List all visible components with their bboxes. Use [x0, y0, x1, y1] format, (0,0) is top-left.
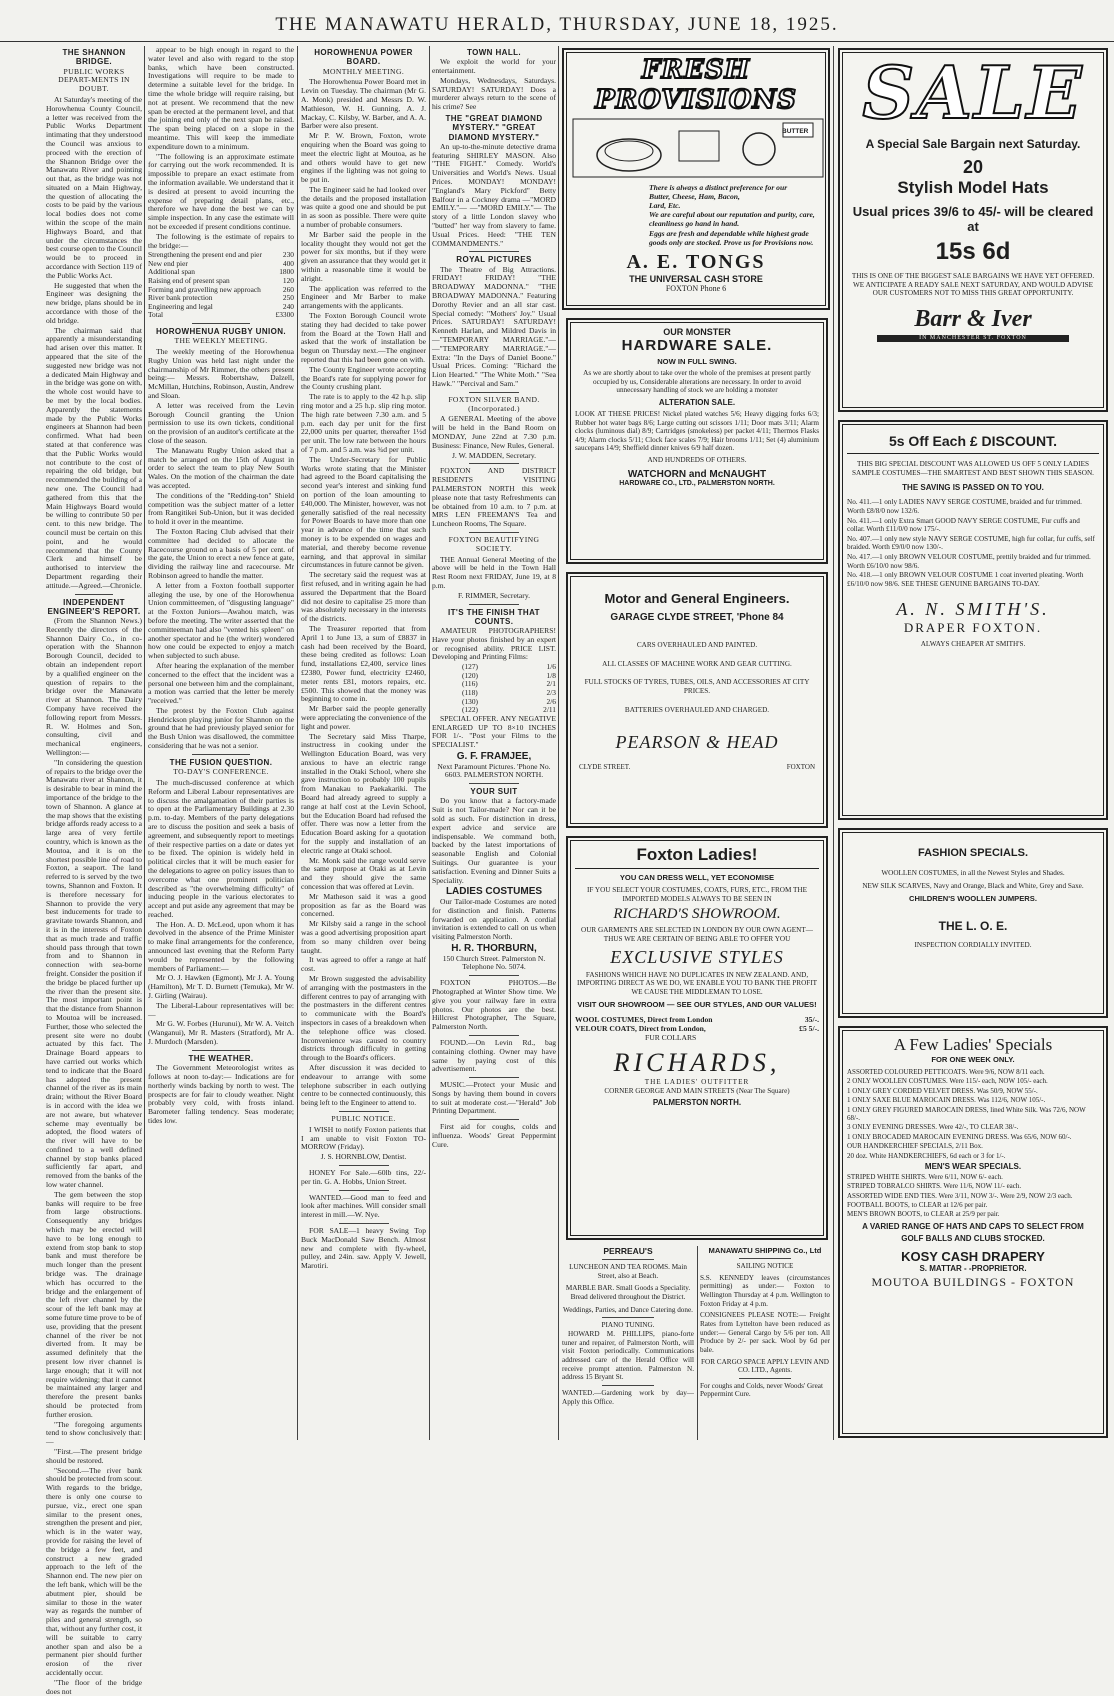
paragraph: It was agreed to offer a range at half cost. — [301, 955, 426, 974]
advertiser-town: PALMERSTON NORTH. — [652, 1097, 742, 1107]
paragraph: An up-to-the-minute detective drama featuring SHIRLEY MASON. Also "THE FIGHT." Comedy. World's Universities and World's News. Usual Prices. MONDAY! MONDAY! "England's Mary Pickford" Betty Balfour in a Cockney drama —"MORD EMILY."— —"MORD EMILY."— The story of a little London slavey who "butted" her way from slavery to fame. Usual Prices. Heed: "THE TEN COMMANDMENTS." — [432, 141, 556, 248]
paragraph: FOXTON AND DISTRICT RESIDENTS VISITING PALMERSTON NORTH this week please note that tasty Refreshments can be obtained from 10 a.m. to 7 p.m. at MRS LEN FREEMAN'S Tea and Luncheon Rooms, The Square. — [432, 466, 556, 529]
richards-showroom-ad — [566, 836, 828, 1240]
advertiser-address: Next Paramount Pictures. 'Phone No. 6603. PALMERSTON NORTH. — [437, 761, 551, 780]
paragraph: Mr G. W. Forbes (Hurunui), Mr W. A. Veitch (Wanganui), Mr R. Masters (Stratford), Mr A. J. Murdoch (Marsden). — [148, 1019, 294, 1047]
mens-wear-list — [847, 1173, 1099, 1219]
paragraph: A letter from a Foxton football supporter alleging the use, by one of the Horowhenua Union committeemen, of "disgusting language" at the Foxton Juniors—Awahou match, was before the meeting. The writer asserted that the committeeman had also "vented his spleen" on another spectator and he (the writer) wondered how one could be expected to enjoy a match when subjected to such abuse. — [148, 580, 294, 661]
estimate-row — [148, 303, 294, 312]
notice-heading: FOXTON BEAUTIFYING SOCIETY. — [448, 534, 540, 553]
estimate-value: 400 — [282, 258, 294, 268]
ad-text: BATTERIES OVERHAULED AND CHARGED. — [624, 705, 770, 714]
ad-text: CONSIGNEES PLEASE NOTE:— Freight Rates from Lyttelton have been reduced as under:— General Cargo by 5/6 per ton. All Produce by 2/- per sack. Wool by 6d per bale. — [700, 1311, 830, 1354]
ad-subheading: SAILING NOTICE — [736, 1262, 794, 1271]
paragraph: The Foxton Racing Club advised that their committee had decided to allocate the Racecourse ground on a basis of 5 per cent. of the gate, the Union to erect a new fence at gate, dividing the railway line and racecourse. Mr Robinson agreed to handle the matter. — [148, 526, 294, 580]
ad-text: S.S. KENNEDY leaves (circumstances permitting) as under:— Foxton to Wellington Thursday at 4 p.m. Wellington to Foxton Friday at 4 p.m. — [700, 1273, 830, 1308]
advertiser-name: G. F. FRAMJEE, — [456, 750, 532, 762]
classified-ad: HONEY For Sale.—60lb tins, 22/- per tin. G. A. Hobbs, Union Street. — [301, 1167, 426, 1186]
classified-ad: MUSIC.—Protect your Music and Songs by having them bound in covers to suit at moderate cost.—"Herald" Job Printing Department. — [432, 1080, 556, 1116]
paragraph: After hearing the explanation of the member concerned to the effect that the incident was a personal one between him and the complainant, a motion was carried that the letter be merely "received." — [148, 660, 294, 706]
estimate-item: Additional span — [148, 267, 196, 277]
article-heading: INDEPENDENT ENGINEER'S REPORT. — [47, 597, 141, 616]
estimate-item: New end pier — [148, 258, 188, 268]
provision-line: Butter, Cheese, Ham, Bacon, — [649, 192, 740, 202]
paragraph: Mr Kilsby said a range in the school was a good advertising proposition apart from so many children over being taught. — [301, 919, 426, 955]
paragraph: The secretary said the request was at first refused, and in writing again he had assured the Department that the Board did not desire to capitalise 25 more than was absolutely necessary in the interests of the districts. — [301, 570, 426, 624]
ad-subheading: YOU CAN DRESS WELL, YET ECONOMISE — [619, 873, 775, 882]
advertiser-address: 150 Church Street. Palmerston N. Telephone No. 5074. — [442, 953, 546, 972]
divider — [339, 1190, 389, 1191]
article-subheading: THE WEEKLY MEETING. — [174, 336, 268, 346]
film-size: (127) — [462, 662, 479, 672]
column-rule — [697, 1246, 698, 1440]
paragraph: He suggested that when the Engineer was designing the new bridge, plans should be in accordance with those of the old bridge. — [46, 280, 142, 325]
store-address: FOXTON Phone 6 — [665, 283, 727, 293]
paragraph: The Treasurer reported that from April 1 to June 13, a sum of £8837 in cash had been received by the Board, these being credited as follows: Loan fund, installations £2,400, service lines £2380, Power fund, electricity £2460, meter rents £81, motors repairs, etc. £500. This showed that the money was beginning to come in. — [301, 623, 426, 704]
ad-subheading: NOW IN FULL SWING. — [657, 357, 737, 366]
paragraph: Mr. Monk said the range would serve the same purpose at Otaki as at Levin and they should give the same concession that was offered at Levin. — [301, 855, 426, 892]
classified-ad: FOXTON PHOTOS.—Be Photographed at Winter Show time. We give you your railway fare in extra photos. Our photos are the best. Hillcrest Photographer, The Square, Palmerston North. — [432, 978, 556, 1032]
film-price-table — [432, 663, 556, 714]
paragraph: Do you know that a factory-made Suit is not Tailor-made? Nor can it be sold as such. For distinction in dress, expert advice and service are indispensable. We command both, backed by the latest importations of seasonable English and Colonial Suitings. Our guarantee is your satisfaction. Evening and Dinner Suits a Speciality. — [432, 796, 556, 885]
article-heading: HOROWHENUA POWER BOARD. — [314, 48, 413, 67]
paragraph: The Theatre of Big Attractions. FRIDAY! FRIDAY! "THE BROADWAY MADONNA." "THE BROADWAY MADONNA." Featuring Dorothy Revier and an all star cast. Special comedy: "Mothers' Joy." Usual Prices. SATURDAY! SATURDAY! Kenneth Harlan, and Mildred Davis in —"TEMPORARY MARRIAGE."— —"TEMPORARY MARRIAGE."— Extra: "In the Days of Daniel Boone." Usual Prices. Coming: "Richard the Lion Hearted." "The White Moth." "Sea Hawk." "Percival and Sam." — [432, 264, 556, 389]
column-rule — [297, 46, 298, 1440]
loe-fashion-ad — [838, 828, 1108, 1018]
mens-wear-item: STRIPED TOBRALCO SHIRTS. Were 11/6, NOW 11/- each. — [847, 1182, 1022, 1191]
ad-subheading: A VARIED RANGE OF HATS AND CAPS TO SELECT FROM — [862, 1221, 1084, 1231]
film-size: (116) — [462, 679, 478, 689]
film-size: (130) — [462, 696, 479, 706]
paragraph: THE Annual General Meeting of the above will be held in the Town Hall Rest Room next FRIDAY, June 19, at 8 p.m. — [432, 554, 556, 590]
divider — [192, 754, 250, 755]
perreaus-ad — [562, 1246, 694, 1436]
estimate-value: 1800 — [279, 267, 294, 277]
film-size: (122) — [462, 705, 479, 715]
ad-text: LUNCHEON AND TEA ROOMS. Main Street, also at Beach. — [569, 1263, 687, 1280]
ad-text: LOOK AT THESE PRICES! Nickel plated watches 5/6; Heavy digging forks 6/3; Rubber hot water bags 8/6; Large cutting out scissors 1/11; Door mats 3/11; Alarm clocks (luminous dial) 8/9; Cartridges (smokeless) per packet 4/11; Thermos Flasks 4/9; Alarm clocks 5/11; Clock face scales 7/9; Hair brooms 1/11; Set (4) aluminium saucepans 14/9; Sheffield dinner knives 6/9 half dozen. — [575, 409, 819, 453]
advertiser-street: CLYDE STREET. — [579, 763, 631, 772]
ad-subheading: Usual prices 39/6 to 45/- will be cleared at — [852, 204, 1094, 234]
ad-heading: THE "GREAT DIAMOND MYSTERY." "GREAT DIAMOND MYSTERY." — [445, 114, 543, 142]
paragraph: A GENERAL Meeting of the above will be held in the Band Room on MONDAY, June 22nd at 7.30 p.m. Business: Finance, New Rules, General. — [432, 414, 556, 450]
ad-text: CARS OVERHAULED AND PAINTED. — [636, 641, 758, 649]
column-2 — [148, 46, 294, 1440]
classified-ad: WANTED.—Gardening work by day—Apply this Office. — [562, 1388, 694, 1406]
mens-wear-item: STRIPED WHITE SHIRTS. Were 6/11, NOW 6/- each. — [847, 1172, 1003, 1181]
article-subheading: MONTHLY MEETING. — [322, 66, 405, 76]
paragraph: The Government Meteorologist writes as follows at noon to-day:— Indications are for northerly winds backing by north to west. The prospects are for fair to cloudy weather. Night probably very cold, with frosts inland. Barometer falling tendency. Seas moderate; tides low. — [148, 1063, 294, 1125]
store-tagline: THE UNIVERSAL CASH STORE — [629, 273, 763, 284]
film-price: 2/11 — [543, 705, 556, 715]
paragraph: The Hon. A. D. McLeod, upon whom it has devolved in the absence of the Prime Minister to make final arrangements for the conference, announced last evening that the Reform Party would be represented by the following members of Parliament:— — [148, 919, 294, 973]
price-item: VELOUR COATS, Direct from London, — [575, 1024, 706, 1034]
paragraph: The Foxton Borough Council wrote stating they had decided to take power from the Board at the Town Hall and asked that the work of installation be begun on Thursday next.—The engineer reported that this had been gone on with. — [301, 311, 426, 365]
divider — [602, 1317, 655, 1318]
advertiser-name: WATCHORN and McNAUGHT — [627, 468, 767, 480]
ad-subheading: VISIT OUR SHOWROOM — SEE OUR STYLES, AND OUR VALUES! — [577, 1000, 817, 1010]
divider — [469, 532, 519, 533]
divider — [339, 1165, 389, 1166]
divider — [192, 1050, 250, 1051]
fresh-provisions-text — [569, 183, 823, 247]
paragraph: SPECIAL OFFER. ANY NEGATIVE ENLARGED UP TO 8×10 INCHES FOR 1/-. "Post your Films to the SPECIALIST." — [432, 713, 556, 750]
barr-and-iver-sale-ad — [838, 48, 1108, 412]
paragraph: The County Engineer wrote accepting the Board's rate for supplying power for the County crushing plant. — [301, 364, 426, 392]
ad-heading: ROYAL PICTURES — [456, 255, 532, 265]
provision-line: Lard, Etc. — [649, 201, 681, 211]
divider — [739, 1258, 791, 1259]
notice-signature: J. S. HORNBLOW, Dentist. — [320, 1152, 407, 1162]
shop-illustration-icon — [569, 115, 827, 183]
ad-heading: A Special Sale Bargain next Saturday. — [865, 137, 1081, 151]
divider — [602, 1259, 655, 1260]
paragraph: After discussion it was decided to endeavour to arrange with some telephone subscriber in each outlying centre to be connected continuously, this being left to the Engineer to attend to. — [301, 1062, 426, 1108]
paragraph: "The foregoing arguments tend to show conclusively that:— — [46, 1419, 142, 1447]
ad-heading: A Few Ladies' Specials — [893, 1035, 1053, 1054]
article-heading: THE WEATHER. — [188, 1053, 254, 1063]
ad-subheading: FOR ONE WEEK ONLY. — [931, 1055, 1015, 1064]
ad-text: NEW SILK SCARVES, Navy and Orange, Black and White, Grey and Saxe. — [862, 881, 1084, 890]
ad-text: THIS IS ONE OF THE BIGGEST SALE BARGAINS WE HAVE YET OFFERED. WE ANTICIPATE A READY SALE NEXT SATURDAY, AND WOULD ADVISE OUR CUSTOMERS NOT TO MISS THIS GREAT OPPORTUNITY. — [851, 272, 1095, 298]
notice-heading: FOXTON SILVER BAND. (Incorporated.) — [448, 394, 540, 413]
advertiser-address: IN MANCHESTER ST. FOXTON — [877, 335, 1069, 342]
paragraph: Mr P. W. Brown, Foxton, wrote enquiring when the Board was going to meet the electric light at Moutoa, as he and others would have to get new engines if the lighting was not going to be put in. — [301, 131, 426, 185]
ad-heading: Motor and General Engineers. — [604, 591, 790, 606]
paragraph: The much-discussed conference at which Reform and Liberal Labour representatives are to discuss the amalgamation of their parties is to open at the Parliamentary Buildings at 2.30 p.m. to-day. Members of the party delegations are to discuss the position and seek a basis of agreement, and subsequently report to meetings of their respective parties on a date or dates yet to be fixed. The opinion is widely held in political circles that it will be much easier for the delegations to agree on policy issues than to overcome what one prominent politician described as "the overwhelming difficulty" of inducing people in the various electorates to accept and put aside any agreement that may be reached. — [148, 777, 294, 919]
ad-text: IF YOU SELECT YOUR COSTUMES, COATS, FURS, ETC., FROM THE IMPORTED MODELS ALWAYS TO BE SEEN IN — [586, 886, 808, 903]
divider — [75, 594, 113, 595]
advertiser-name: A. E. TONGS — [626, 250, 766, 273]
ad-subheading: ALTERATION SALE. — [658, 397, 736, 407]
advertiser-name: A. N. SMITH'S. — [896, 598, 1050, 619]
paragraph: The Horowhenua Power Board met in Levin on Tuesday. The chairman (Mr G. A. Monk) presided and Messrs D. W. Mathieson, W. H. Gunning, A. J. Mackay, C. Kilsby, W. Barber, and A. A. Barber were also present. — [301, 77, 426, 131]
paragraph: Mr Brown suggested the advisability of arranging with the postmasters in the different centres to pay of arranging with the postmasters in the different centres to communicate with the Board's inspectors in cases of a breakdown when the telephone office was closed. Inconvenience was caused to country districts through difficulty in getting through to the Board's officers. — [301, 974, 426, 1063]
notice-signature: J. W. MADDEN, Secretary. — [451, 450, 537, 460]
paragraph: At Saturday's meeting of the Horowhenua County Council, a letter was received from the Public Works Department intimating that they understood the Council was anxious to proceed with the erection of the Shannon Bridge over the Manawatu River and pointing out that, as the bridge was not situated on a Main Highway, the question of allocating the costs to be paid by the various local bodies does not come within the scope of the main Highways Board, and that under the circumstances the best course open to the Council would be to proceed in accordance with Section 119 of the Public Works Act. — [46, 94, 142, 280]
divider — [469, 1035, 519, 1036]
paragraph: appear to be high enough in regard to the water level and also with regard to the stop banks, which have been constructed. Investigations will require to be made to determine a suitable level for the bridge. In time the whole bridge will require raising, but not at present. We recommend that the new span be erected at the permanent level, and that the joining end only of the next span be raised. The span being placed on a slope in the meantime. This will keep the immediate expenditure down to a minimum. — [148, 45, 294, 151]
special-item: 20 doz. White HANDKERCHIEFS, 6d each or 3 for 1/-. — [847, 1151, 1006, 1160]
estimate-value: 240 — [282, 301, 294, 311]
column-4 — [432, 46, 556, 1440]
ad-text: MARBLE BAR. Small Goods a Speciality. Bread delivered throughout the District. — [565, 1284, 691, 1302]
ad-heading: EXCLUSIVE STYLES — [610, 946, 784, 967]
discount-item: No. 407.—1 only new style NAVY SERGE COSTUME, high fur collar, fur cuffs, self braided. Worth £9/0/0 now 130/-. — [847, 534, 1095, 552]
estimate-item: River bank protection — [148, 293, 213, 303]
provision-line: We are careful about our reputation and purity, care, cleanliness go hand in hand. — [649, 210, 815, 229]
mens-wear-item: MEN'S BROWN BOOTS, to CLEAR at 25/9 per pair. — [847, 1210, 1000, 1219]
ad-heading: OUR MONSTER — [663, 327, 731, 337]
mens-wear-item: FOOTBALL BOOTS, to CLEAR at 12/6 per pair. — [847, 1201, 988, 1210]
special-item: 1 ONLY BROCADED MAROCAIN EVENING DRESS. Was 65/6, NOW 60/-. — [847, 1132, 1072, 1141]
article-heading: HOROWHENUA RUGBY UNION. — [155, 326, 287, 336]
divider — [469, 1119, 519, 1120]
total-value: £3300 — [275, 310, 294, 320]
article-subheading: TO-DAY'S CONFERENCE. — [173, 767, 269, 777]
estimate-value: 230 — [282, 250, 294, 260]
divider — [469, 604, 519, 605]
kosy-cash-drapery-ad — [838, 1026, 1108, 1438]
advertiser-town: FOXTON — [786, 763, 815, 772]
ad-text: ALL CLASSES OF MACHINE WORK AND GEAR CUTTING. — [602, 659, 792, 668]
price-value: 35/-. — [804, 1015, 819, 1025]
column-rule — [558, 46, 559, 1440]
column-1 — [46, 46, 142, 1696]
ad-heading: Stylish Model Hats — [897, 178, 1049, 197]
advertiser-tagline: THE LADIES' OUTFITTER — [644, 1078, 750, 1087]
paragraph: Mr Barber said the people in the locality thought they would not get the power for six months, but if they were given an assurance that they would get it within a reasonable time it would be alright. — [301, 229, 426, 283]
advertiser-tagline: DRAPER FOXTON. — [903, 619, 1043, 635]
discount-item: No. 411.—1 only LADIES NAVY SERGE COSTUME, braided and fur trimmed. Worth £8/8/0 now 132/6. — [847, 498, 1082, 515]
paragraph: "The following is an approximate estimate for carrying out the work recommended. It is impossible to prepare an exact estimate from the information available. We understand that it is desired at present to avoid incurring the expense of preparing detail plans, etc., therefore we have done the best we can by simple inspection. In any case the estimate will not be exceeded if present conditions continue. — [148, 151, 294, 231]
film-price: 1/8 — [546, 670, 556, 680]
estimate-value: 250 — [282, 293, 294, 303]
ad-text: Weddings, Parties, and Dance Catering done. — [563, 1305, 693, 1314]
paragraph: The chairman said that apparently a misunderstanding had arisen over this matter. It appeared that the site of the suggested new bridge was not a dedicated Main Highway and in the bridge was gone on with, the whole cost would have to be met by the local bodies. Apparently the statements made by the Public Works engineers at Shannon had been confirmed. What had been stated at that conference was that the Public Works would not contribute to the cost of repairing the old bridge, but recommended the building of a new one. The Council had gathered from this that the Main Highways Board would be willing to contribute 50 per cent. to this new bridge. The council must be certain on this point, and he would recommend that the County Clerk and himself be authorised to interview the Department regarding their attitude.—Agreed.—Chronicle. — [46, 325, 142, 590]
film-price: 1/6 — [546, 662, 556, 672]
ad-text: FOR CARGO SPACE APPLY LEVIN AND CO. LTD., Agents. — [701, 1357, 829, 1375]
special-item: 2 ONLY WOOLLEN COSTUMES. Were 115/- each, NOW 105/- each. — [847, 1077, 1048, 1086]
estimate-value: 120 — [282, 276, 294, 286]
special-item: 1 ONLY SAXE BLUE MAROCAIN DRESS. Was 112/6, NOW 105/-. — [847, 1096, 1046, 1105]
estimate-total — [148, 311, 294, 320]
paragraph: The protest by the Foxton Club against Hendrickson playing junior for Shannon on the ground that he had previously played senior for the Bush Union was disallowed, the committee considering that he was not a senior. — [148, 705, 294, 751]
paragraph: Mr O. J. Hawken (Egmont), Mr J. A. Young (Hamilton), Mr T. D. Burnett (Temuka), Mr W. J. Girling (Wairau). — [148, 973, 294, 1001]
ad-heading: YOUR SUIT — [470, 787, 518, 797]
ad-subheading: GARAGE CLYDE STREET, 'Phone 84 — [610, 612, 784, 623]
divider — [469, 251, 519, 252]
ad-subheading: GOLF BALLS AND CLUBS STOCKED. — [901, 1233, 1045, 1243]
advertiser-name: H. R. THORBURN, — [451, 942, 537, 954]
column-rule — [429, 46, 430, 1440]
divider — [739, 1378, 791, 1379]
estimate-value: 260 — [282, 284, 294, 294]
ad-heading: PERREAU'S — [603, 1246, 653, 1256]
paragraph: We exploit the world for your entertainment. — [432, 57, 556, 76]
film-price: 2/1 — [546, 679, 556, 689]
ad-heading: LADIES COSTUMES — [445, 886, 543, 898]
ad-heading: PIANO TUNING. — [601, 1321, 655, 1330]
discount-item: No. 417.—1 only BROWN VELOUR COSTUME, prettily braided and fur trimmed. Worth £6/10/0 now 98/6. — [847, 553, 1091, 570]
divider — [339, 1111, 389, 1112]
shipping-ad — [700, 1246, 830, 1436]
sale-title: SALE — [862, 50, 1084, 135]
paragraph: "In considering the question of repairs to the bridge over the Manawatu river at Shannon, it is desirable to bear in mind the importance of the bridge to the town of Shannon. A glance at the map shows that the existing bridge affords ready access to a large area of very fertile country, which is known as the Moutoa, and it is on the shortest possible line of road to Foxton, a seaport. The land referred to is served by the two towns, Shannon and Foxton. It is therefore necessary for Shannon to provide the very best inducements for trade to gravitate towards Shannon, and it is in the interests of Foxton that as much trade and traffic should pass through that town from and to Shannon in connection with sea-borne freight. Consider the position if the bridge be placed further up the river than the present site. The most important point is that the distance from Shannon to Moutoa will be increased. Further, those who selected the present site were no doubt actuated by this fact. The Drainage Board appears to have carried out works which tend to indicate that the Board has adopted the present channel of the river as its main drain; without the River Board is in accord with the idea we are not aware, but whatever scheme may eventually be adopted, the flood waters of the river will have to be confined to a well defined channel by stop banks placed sufficiently far apart, and removed from the banks of the low water channel. — [46, 757, 142, 1190]
ad-heading: FASHION SPECIALS. — [917, 847, 1029, 859]
advertiser-proprietor: S. MATTAR - -PROPRIETOR. — [919, 1263, 1027, 1273]
film-price: 2/3 — [546, 688, 556, 698]
advertiser-address: HARDWARE CO., LTD., PALMERSTON NORTH. — [619, 479, 775, 487]
paragraph: The conditions of the "Redding-ton" Shield competition was the subject matter of a letter from Rangitikei Sub-Union, but it was decided to hold it over in the meantime. — [148, 490, 294, 527]
estimate-table — [148, 251, 294, 311]
estimate-item: Forming and gravelling new approach — [148, 284, 261, 294]
estimate-item: Strengthening the present end and pier — [148, 250, 262, 260]
hardware-sale-ad — [566, 318, 828, 564]
classified-ad: WANTED.—Good man to feed and look after machines. Will consider small interest in mill.—W. Nye. — [301, 1192, 426, 1220]
paragraph: The application was referred to the Engineer and Mr Barber to make arrangements with the applicants. — [301, 283, 426, 311]
classified-ad: FOUND.—On Levin Rd., bag containing clothing. Owner may have same by paying cost of this advertisement. — [432, 1037, 556, 1074]
divider — [339, 1223, 389, 1224]
smiths-discount-ad — [838, 420, 1108, 820]
film-size: (118) — [462, 688, 478, 698]
ad-heading: TOWN HALL. — [466, 48, 522, 57]
paragraph: Our Tailor-made Costumes are noted for distinction and finish. Patterns forwarded on application. A cordial invitation is extended to call on us when visiting Palmerston North. — [432, 896, 556, 942]
fresh-provisions-title: FRESH PROVISIONS — [595, 55, 797, 115]
divider — [469, 392, 519, 393]
divider — [469, 1077, 519, 1078]
paragraph: The Liberal-Labour representatives will be:— — [148, 1000, 294, 1019]
advertiser-name: THE L. O. E. — [938, 919, 1008, 934]
column-3 — [301, 46, 426, 1440]
paragraph: The Under-Secretary for Public Works wrote stating that the Minister had agreed to the Board capitalising the second year's interest and sinking fund on portion of the loan amounting to £40,000. The Minister, however, was not generally satisfied of the real necessity for Power Boards to have more than one year in advance of the time that such money is to be expended on wages and material, and thereby become revenue earning, and that approval in similar circumstances in future cannot be given. — [301, 454, 426, 570]
paragraph: The following is the estimate of repairs to the bridge:— — [148, 231, 294, 250]
divider — [192, 323, 250, 324]
advertiser-address: MOUTOA BUILDINGS - FOXTON — [871, 1274, 1075, 1289]
fresh-provisions-ad — [562, 48, 830, 310]
column-rule — [833, 46, 834, 1440]
paragraph: The Engineer said he had looked over the details and the proposed installation was quite a good one and should be put in as soon as possible. There were quite a number of probable consumers. — [301, 184, 426, 230]
article-heading: THE SHANNON BRIDGE. — [62, 48, 126, 67]
ad-text: INSPECTION CORDIALLY INVITED. — [914, 941, 1032, 950]
notice-heading: PUBLIC NOTICE. — [331, 1113, 396, 1123]
advertiser-slogan: ALWAYS CHEAPER AT SMITH'S. — [920, 639, 1026, 648]
ad-heading: HARDWARE SALE. — [621, 337, 773, 354]
ad-heading: IT'S THE FINISH THAT COUNTS. — [448, 607, 540, 626]
sale-price: 15s 6d — [935, 238, 1011, 265]
specials-list — [847, 1068, 1099, 1160]
special-item: 1 ONLY GREY CORDED VELVET DRESS. Was 50/9, NOW 55/-. — [847, 1086, 1038, 1095]
notice-text: I WISH to notify Foxton patients that I am unable to visit Foxton TO-MORROW (Friday). — [301, 1124, 426, 1152]
classified-ad: FOR SALE—1 heavy Swing Top Buck MacDonald Saw Bench. Almost new and complete with fly-wheel, pulley, and 24in. saw. Apply V. Jewell, Marotiri. — [301, 1225, 426, 1271]
discount-item: No. 411.—1 only Extra Smart GOOD NAVY SERGE COSTUME, Fur cuffs and collar. Worth £11/0/0 now 175/-. — [847, 516, 1080, 534]
paragraph: "Second.—The river bank should be protected from scour. With regards to the bridge, there is only one course to pursue, viz., erect one span similar to the present ones, strengthen the present and pier, which is in the water way, provide for raising the level of the bridge a few feet, and construct a new graded approach to the left of the Shannon end. The new pier on the left bank, which will be the abutment pier, should be similar to those in the water way as regards the number of piles and general strength, so that, without any further cost, it will be suitable to carry another span and also be a permanent pier should further erosion of the river accidentally occur. — [46, 1465, 142, 1677]
film-price: 2/6 — [546, 696, 556, 706]
estimate-item: Engineering and legal — [148, 301, 213, 311]
motor-engineers-ad — [566, 572, 828, 828]
provision-line: There is always a distinct preference for our — [649, 183, 788, 192]
ad-text: WOOLLEN COSTUMES, in all the Newest Styles and Shades. — [881, 869, 1065, 877]
price-item: WOOL COSTUMES, Direct from London — [575, 1015, 713, 1025]
notice-signature: F. RIMMER, Secretary. — [457, 590, 531, 600]
special-item: 1 ONLY GREY FIGURED MAROCAIN DRESS, lined White Silk. Was 72/6, NOW 68/-. — [847, 1105, 1086, 1122]
divider — [602, 1385, 655, 1386]
divider — [469, 975, 519, 976]
paragraph: Mondays, Wednesdays, Saturdays. SATURDAY! SATURDAY! Does a murderer always return to the scene of his crime? See — [432, 75, 556, 112]
price-item: FUR COLLARS — [645, 1033, 697, 1043]
article-subheading: PUBLIC WORKS DEPART-MENTS IN DOUBT. — [58, 66, 130, 94]
article-heading: THE FUSION QUESTION. — [169, 757, 273, 767]
paragraph: The weekly meeting of the Horowhenua Rugby Union was held last night under the chairmanship of Mr Rimmer, the others present being:— Messrs. Robertshaw, Dalzell, McMillan, Hutchins, Robinson, Austin, Andrew and Sloan. — [148, 347, 294, 400]
classified-ad: First aid for coughs, colds and influenza. Woods' Great Peppermint Cure. — [432, 1122, 556, 1149]
column-rule — [144, 46, 145, 1440]
paragraph: The gem between the stop banks will require to be free from large obstructions. Consequently any bridges which may be erected will have to be long enough to extend from stop bank to stop bank and must therefore be much longer than the present bridge was. The drainage which has occurred to the bridge and the enlargement of the left river channel by the scour of the left bank may at some future time prove to be of use, providing that the present channel of the river be not diverted from. It may be assumed definitely that the present low river channel is large enough; that it will not require widening; that it cannot be maintained any larger and therefore the present banks should be protected from further erosion. — [46, 1189, 142, 1419]
ad-text: OUR GARMENTS ARE SELECTED IN LONDON BY OUR OWN AGENT—THUS WE ARE CERTAIN OF BEING ABLE TO OFFER YOU — [581, 926, 813, 943]
paragraph: "The floor of the bridge does not — [46, 1677, 142, 1696]
total-label: Total — [148, 310, 164, 320]
advertiser-name: KOSY CASH DRAPERY — [901, 1248, 1045, 1264]
masthead: THE MANAWATU HERALD, THURSDAY, JUNE 18, 1925. — [0, 0, 1114, 42]
ad-heading: Foxton Ladies! — [575, 845, 819, 869]
ad-text: FULL STOCKS OF TYRES, TUBES, OILS, AND ACCESSORIES AT CITY PRICES. — [584, 678, 810, 695]
paragraph: (From the Shannon News.) Recently the directors of the Shannon Dairy Co., in co-operation with the Shannon Borough Council, decided to obtain an independent report by a qualified engineer on the question of repairs to the bridge over the Manawatu river at Shannon. The Dairy Company have received the following report from Messrs. R. W. Holmes and Son, consulting, civil and mechanical engineers, Wellington:— — [46, 616, 142, 758]
ad-subheading: MEN'S WEAR SPECIALS. — [924, 1161, 1022, 1171]
divider — [469, 783, 519, 784]
classified-ad: For coughs and Colds, never Woods' Great Peppermint Cure. — [700, 1381, 823, 1399]
paragraph: The Secretary said Miss Tharpe, instructress in cooking under the Wellington Education Board, was very anxious to have an electric range installed in the Otaki School, where she gave instruction to probably 100 pupils from Manakau to Paekakariki. The Board had already agreed to supply a range at half cost at the Levin School, but the Education Board had refused the offer. There was now a letter from the Education Board asking for a quotation for the supply and installation of an electric range at Otaki school. — [301, 731, 426, 855]
hat-count: 20 — [962, 157, 984, 177]
butter-label: BUTTER — [782, 128, 809, 135]
discount-list — [847, 498, 1099, 588]
ad-text: FASHIONS WHICH HAVE NO DUPLICATES IN NEW ZEALAND. AND, IMPORTING DIRECT AS WE DO, WE ENABLE YOU TO BANK THE PROFIT WE CAUSE THE MIDDLEMAN TO LOSE. — [576, 970, 818, 996]
ad-subheading: THE SAVING IS PASSED ON TO YOU. — [902, 483, 1044, 493]
advertiser-name: Barr & Iver — [914, 305, 1032, 332]
divider — [469, 463, 519, 464]
paragraph: "First.—The present bridge should be restored. — [46, 1446, 142, 1465]
paragraph: A letter was received from the Levin Borough Council granting the Union permission to use its own tickets, conditional on the provision of an auditor's certificate at the close of the season. — [148, 400, 294, 445]
ad-text: AND HUNDREDS OF OTHERS. — [647, 456, 747, 465]
ad-text: HOWARD M. PHILLIPS, piano-forte tuner and repairer, of Palmerston North, will visit Foxton periodically. Communications addressed care of the Herald Office will receive prompt attention. Palmerston N. address 15 Bryant St. — [562, 1330, 694, 1382]
paragraph: The Manawatu Rugby Union asked that a match be arranged on the 15th of August in order to select the team to play New South Wales. On the motion of the chairman the date was accepted. — [148, 445, 294, 490]
price-value: £5 5/-. — [799, 1024, 819, 1034]
paragraph: Mr Barber said the people generally were appreciating the convenience of the light and power. — [301, 704, 426, 731]
ad-heading: 5s Off Each £ DISCOUNT. — [847, 433, 1099, 454]
advertiser-name: RICHARDS, — [613, 1048, 781, 1078]
ad-heading: RICHARD'S SHOWROOM. — [613, 906, 781, 923]
ad-heading: MANAWATU SHIPPING Co., Ltd — [708, 1246, 822, 1255]
discount-item: No. 418.—1 only BROWN VELOUR COSTUME 1 coat inverted pleating. Worth £6/10/0 now 98/6. SEE THESE GENUINE BARGAINS TO-DAY. — [847, 571, 1084, 589]
ad-text: THIS BIG SPECIAL DISCOUNT WAS ALLOWED US OFF 5 ONLY LADIES SAMPLE COSTUMES—THE SMARTEST AND BEST SHOWN THIS SEASON. — [852, 460, 1094, 477]
special-item: 3 ONLY EVENING DRESSES. Were 42/-, TO CLEAR 38/-. — [847, 1123, 1019, 1132]
estimate-item: Raising end of present span — [148, 276, 230, 286]
provision-line: Eggs are fresh and dependable while highest grade goods only are stocked. Prove us for Provisions now. — [649, 228, 814, 247]
paragraph: AMATEUR PHOTOGRAPHERS! Have your photos finished by an expert or recognised ability. PRICE LIST. Developing and Printing Films: — [432, 626, 556, 662]
special-item: ASSORTED COLOURED PETTICOATS. Were 9/6, NOW 8/11 each. — [847, 1068, 1045, 1076]
special-item: OUR HANDKERCHIEF SPECIALS, 2/11 Box. — [847, 1142, 983, 1151]
advertiser-address: CORNER GEORGE AND MAIN STREETS (Near The Square) — [604, 1087, 790, 1096]
paragraph: The rate is to apply to the 42 h.p. slip ring motor and a 25 h.p. slip ring motor. The high rate between 7.30 a.m. and 5 p.m. each day per unit for the first 22,000 units per quarter, thereafter 1½d per unit. The low rate between the hours of 7 p.m. and 5 a.m. was ¾d per unit. — [301, 392, 426, 454]
film-size: (120) — [462, 670, 479, 680]
advertiser-name: PEARSON & HEAD — [615, 732, 779, 753]
mens-wear-item: ASSORTED WIDE END TIES. Were 3/11, NOW 3/-. Were 2/9, NOW 2/3 each. — [847, 1191, 1073, 1200]
paragraph: Mr Matheson said it was a good proposition as far as the Board was concerned. — [301, 891, 426, 919]
ad-text: As we are shortly about to take over the whole of the premises at present partly occupied by us, Considerable alterations are necessary. In order to avoid unnecessary handling of stock we are holding a monster — [583, 369, 811, 395]
ad-text: CHILDREN'S WOOLLEN JUMPERS. — [909, 894, 1037, 904]
